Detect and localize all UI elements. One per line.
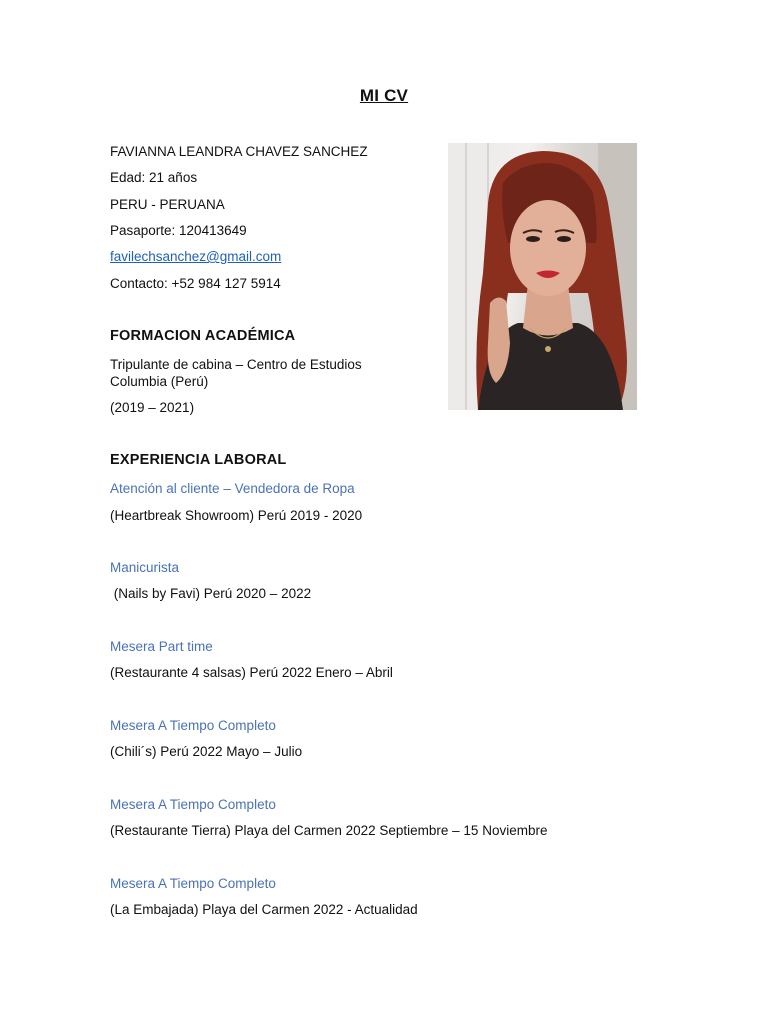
job-title: Mesera A Tiempo Completo xyxy=(110,797,276,812)
job-title: Mesera A Tiempo Completo xyxy=(110,876,276,891)
job-title: Mesera Part time xyxy=(110,639,213,654)
passport: Pasaporte: 120413649 xyxy=(110,223,247,238)
full-name: FAVIANNA LEANDRA CHAVEZ SANCHEZ xyxy=(110,144,368,159)
nationality: PERU - PERUANA xyxy=(110,197,225,212)
profile-photo-illustration xyxy=(448,143,637,410)
experience-heading: EXPERIENCIA LABORAL xyxy=(110,452,287,468)
profile-photo xyxy=(448,143,637,410)
education-program: Tripulante de cabina – Centro de Estudios Columbia (Perú) xyxy=(110,357,362,389)
job-detail: (Restaurante Tierra) Playa del Carmen 2022 Septiembre – 15 Noviembre xyxy=(110,823,548,838)
job-title: Mesera A Tiempo Completo xyxy=(110,718,276,733)
job-detail: (Nails by Favi) Perú 2020 – 2022 xyxy=(110,586,312,601)
job-detail: (Heartbreak Showroom) Perú 2019 - 2020 xyxy=(110,508,363,523)
education-years: (2019 – 2021) xyxy=(110,400,195,415)
email-link[interactable]: favilechsanchez@gmail.com xyxy=(110,249,282,264)
job-detail: (La Embajada) Playa del Carmen 2022 - Actualidad xyxy=(110,902,418,917)
job-title: Manicurista xyxy=(110,560,180,575)
contact-phone: Contacto: +52 984 127 5914 xyxy=(110,276,281,291)
education-heading: FORMACION ACADÉMICA xyxy=(110,328,296,344)
job-title: Atención al cliente – Vendedora de Ropa xyxy=(110,481,355,496)
job-detail: (Chili´s) Perú 2022 Mayo – Julio xyxy=(110,744,303,759)
document-title: MI CV xyxy=(359,86,409,105)
age: Edad: 21 años xyxy=(110,170,198,185)
job-detail: (Restaurante 4 salsas) Perú 2022 Enero – Abril xyxy=(110,665,393,680)
